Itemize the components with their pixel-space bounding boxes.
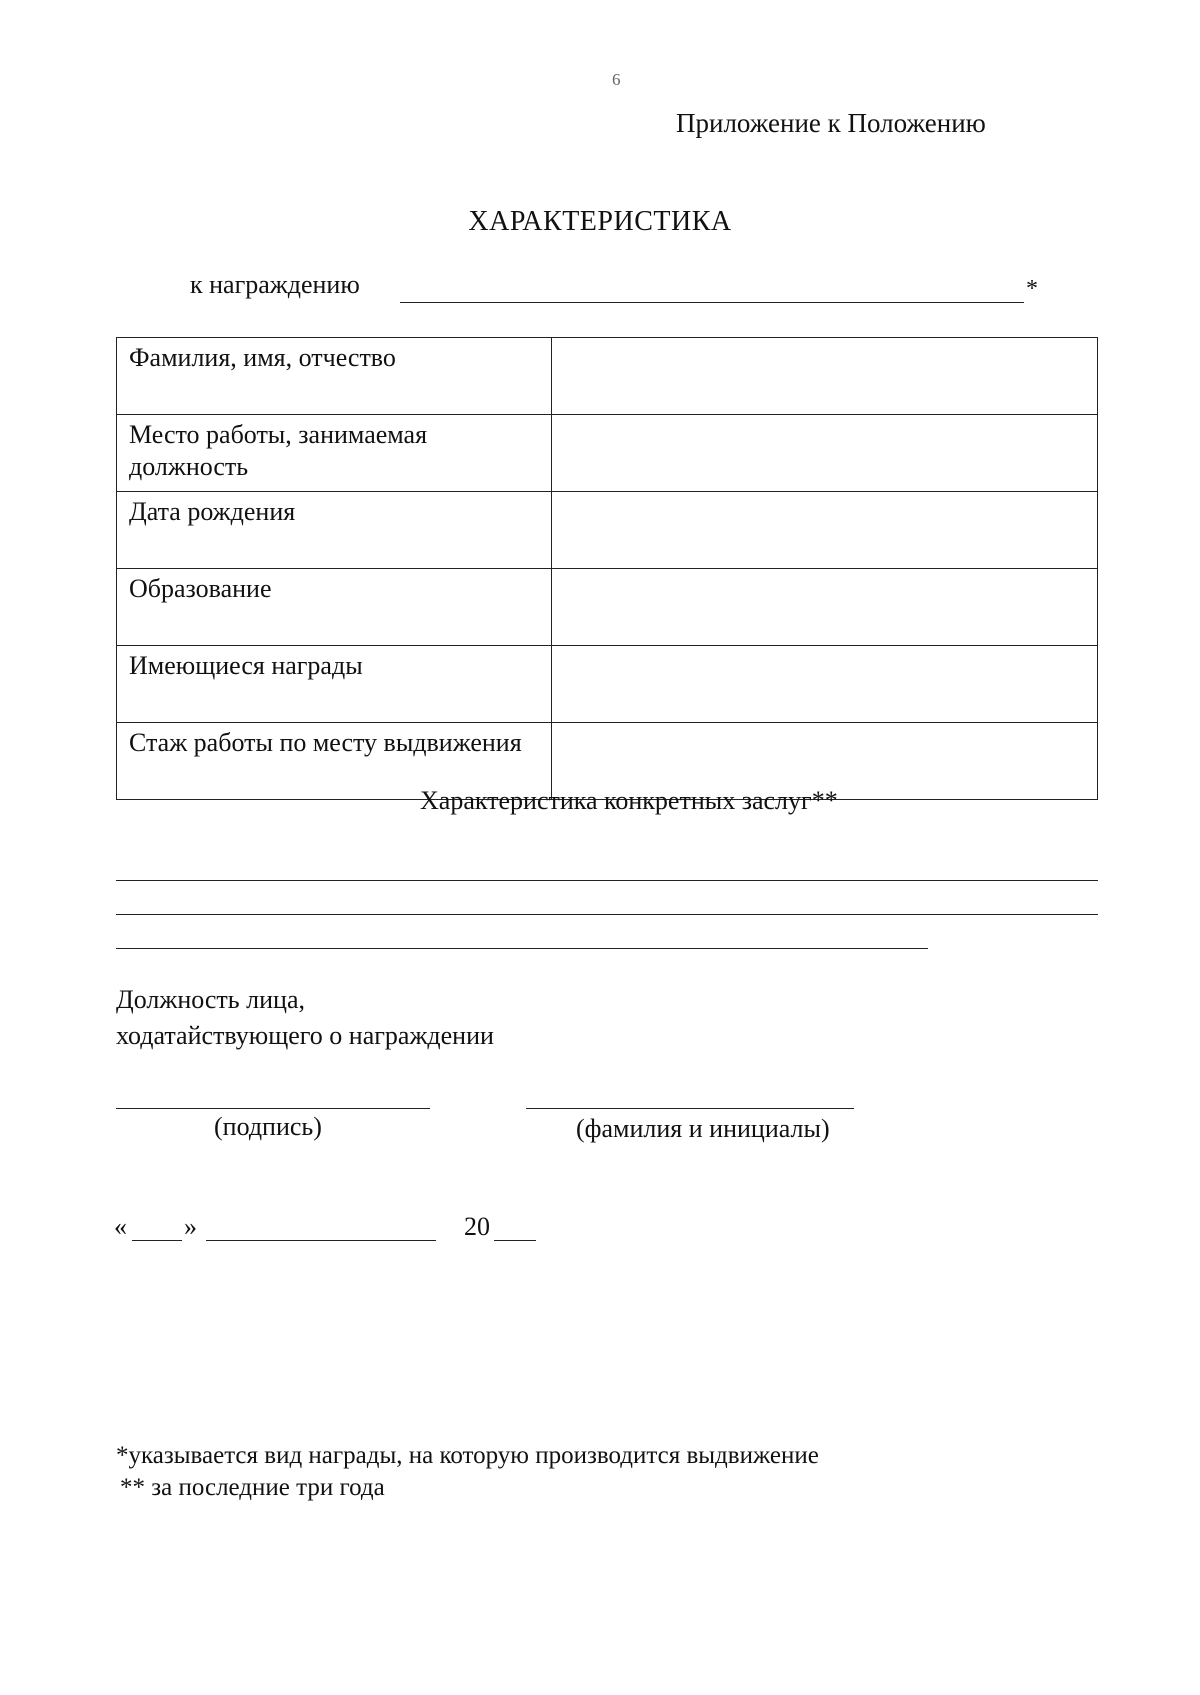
signature-caption: (подпись) [214,1112,322,1141]
row-value-full-name[interactable] [552,338,1098,415]
merits-heading: Характеристика конкретных заслуг** [420,786,838,815]
merits-line-3[interactable] [116,948,928,949]
page-number: 6 [612,70,621,89]
row-label-full-name: Фамилия, имя, отчество [117,338,552,415]
appendix-label: Приложение к Положению [676,108,986,138]
table-row [117,646,1098,723]
row-value-education[interactable] [552,569,1098,646]
row-label-work-experience: Стаж работы по месту выдвижения [117,723,552,800]
signer-line-2: ходатайствующего о награждении [116,1021,494,1050]
name-caption: (фамилия и инициалы) [576,1114,830,1143]
full-name-field[interactable] [526,1108,854,1109]
signer-position-label [116,982,494,1054]
document-title: ХАРАКТЕРИСТИКА [468,206,732,237]
date-year-field[interactable] [494,1240,536,1241]
footnotes [116,1440,819,1504]
row-value-birth-date[interactable] [552,492,1098,569]
table-row [117,569,1098,646]
date-day-field[interactable] [132,1240,182,1241]
date-open-quote: « [114,1212,127,1241]
row-value-workplace[interactable] [552,415,1098,492]
table-row [117,338,1098,415]
date-close-quote: » [184,1212,197,1241]
merits-line-1[interactable] [116,880,1098,881]
footnote-award-type: *указывается вид награды, на которую производится выдвижение [116,1442,819,1469]
award-type-field[interactable] [400,302,1024,303]
award-footnote-marker: * [1026,276,1038,302]
date-month-field[interactable] [206,1240,436,1241]
row-label-education: Образование [117,569,552,646]
row-label-birth-date: Дата рождения [117,492,552,569]
personal-info-table [116,337,1098,800]
signature-field[interactable] [116,1108,430,1109]
table-row [117,415,1098,492]
row-label-awards: Имеющиеся награды [117,646,552,723]
footnote-last-three-years: ** за последние три года [120,1474,385,1501]
table-row [117,492,1098,569]
date-year-prefix: 20 [464,1212,490,1241]
merits-line-2[interactable] [116,914,1098,915]
row-label-workplace: Место работы, занимаемая должность [117,415,552,492]
award-label: к награждению [190,270,360,299]
signer-line-1: Должность лица, [116,985,305,1014]
row-value-awards[interactable] [552,646,1098,723]
